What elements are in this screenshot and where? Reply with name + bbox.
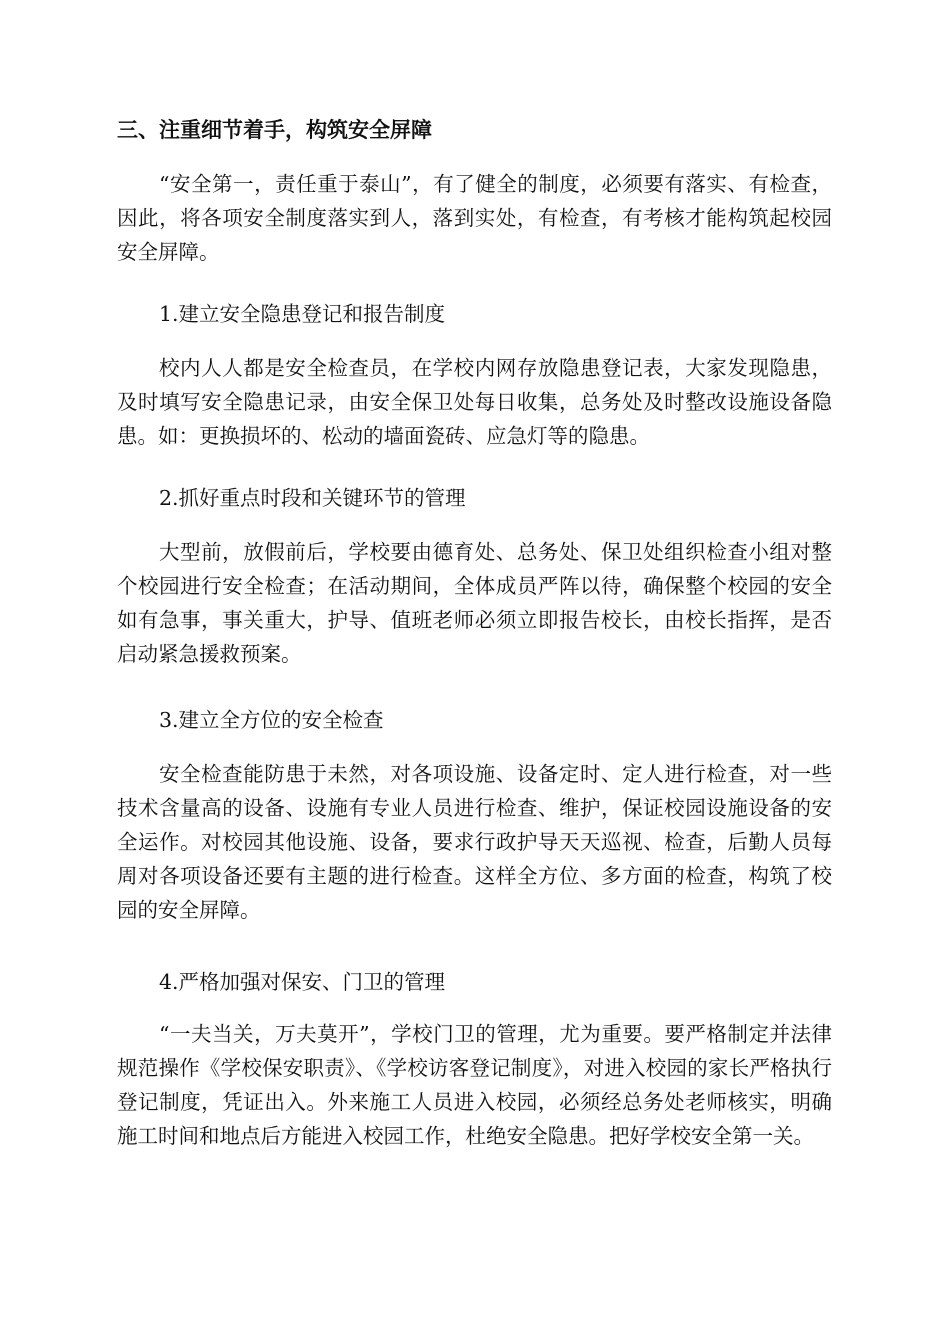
item-1-title: 1.建立安全隐患登记和报告制度 <box>159 302 446 326</box>
item-2-body: 大型前，放假前后，学校要由德育处、总务处、保卫处组织检查小组对整个校园进行安全检查；在活动期间，全体成员严阵以待，确保整个校园的安全如有急事，事关重大，护导、值班老师必须立即报告校长，由校长指挥，是否启动紧急援救预案。 <box>117 540 832 666</box>
section-heading: 三、注重细节着手，构筑安全屏障 <box>117 118 432 142</box>
item-3-title: 3.建立全方位的安全检查 <box>159 708 384 732</box>
item-1-body: 校内人人都是安全检查员，在学校内网存放隐患登记表，大家发现隐患，及时填写安全隐患记录，由安全保卫处每日收集，总务处及时整改设施设备隐患。如：更换损坏的、松动的墙面瓷砖、应急灯等的隐患。 <box>117 356 832 448</box>
item-4-title: 4.严格加强对保安、门卫的管理 <box>159 970 446 994</box>
intro-paragraph: “安全第一，责任重于泰山”，有了健全的制度，必须要有落实、有检查，因此，将各项安全制度落实到人，落到实处，有检查，有考核才能构筑起校园安全屏障。 <box>117 172 832 264</box>
item-4-body: “一夫当关，万夫莫开”，学校门卫的管理，尤为重要。要严格制定并法律规范操作《学校保安职责》、《学校访客登记制度》，对进入校园的家长严格执行登记制度，凭证出入。外来施工人员进入校园，必须经总务处老师核实，明确施工时间和地点后方能进入校园工作，杜绝安全隐患。把好学校安全第一关。 <box>117 1022 832 1148</box>
item-2-title: 2.抓好重点时段和关键环节的管理 <box>159 486 466 510</box>
item-3-body: 安全检查能防患于未然，对各项设施、设备定时、定人进行检查，对一些技术含量高的设备、设施有专业人员进行检查、维护，保证校园设施设备的安全运作。对校园其他设施、设备，要求行政护导天天巡视、检查，后勤人员每周对各项设备还要有主题的进行检查。这样全方位、多方面的检查，构筑了校园的安全屏障。 <box>117 762 832 922</box>
